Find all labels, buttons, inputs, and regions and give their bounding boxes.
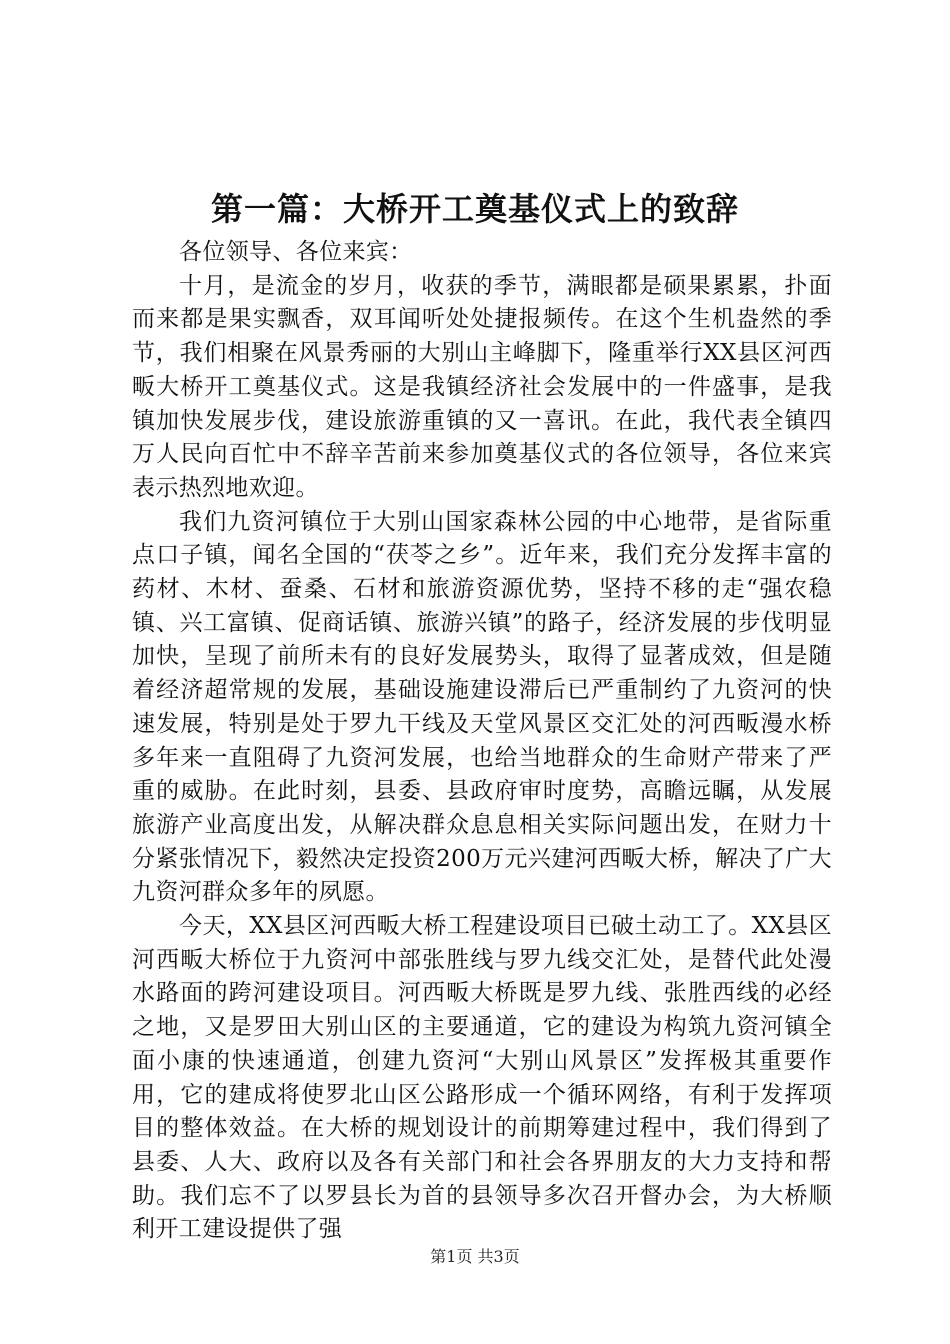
- document-title: 第一篇：大桥开工奠基仪式上的致辞: [210, 190, 739, 228]
- document-body: [132, 236, 832, 1247]
- paragraph: 十月，是流金的岁月，收获的季节，满眼都是硕果累累，扑面而来都是果实飘香，双耳闻听处处捷报频传。在这个生机盎然的季节，我们相聚在风景秀丽的大别山主峰脚下，隆重举行XX县区河西畈大桥开工奠基仪式。这是我镇经济社会发展中的一件盛事，是我镇加快发展步伐，建设旅游重镇的又一喜讯。在此，我代表全镇四万人民向百忙中不辞辛苦前来参加奠基仪式的各位领导，各位来宾表示热烈地欢迎。: [132, 272, 832, 501]
- paragraph: 今天，XX县区河西畈大桥工程建设项目已破土动工了。XX县区河西畈大桥位于九资河中部张胜线与罗九线交汇处，是替代此处漫水路面的跨河建设项目。河西畈大桥既是罗九线、张胜西线的必经之地，又是罗田大别山区的主要通道，它的建设为构筑九资河镇全面小康的快速通道，创建九资河“大别山风景区”发挥极其重要作用，它的建成将使罗北山区公路形成一个循环网络，有利于发挥项目的整体效益。在大桥的规划设计的前期筹建过程中，我们得到了县委、人大、政府以及各有关部门和社会各界朋友的大力支持和帮助。我们忘不了以罗县长为首的县领导多次召开督办会，为大桥顺利开工建设提供了强: [132, 913, 832, 1243]
- salutation: 各位领导、各位来宾：: [179, 239, 413, 265]
- page-footer: 第1页 共3页: [430, 1247, 520, 1266]
- paragraph: 我们九资河镇位于大别山国家森林公园的中心地带，是省际重点口子镇，闻名全国的“茯苓之乡”。近年来，我们充分发挥丰富的药材、木材、蚕桑、石材和旅游资源优势，坚持不移的走“强农稳镇、兴工富镇、促商话镇、旅游兴镇”的路子，经济发展的步伐明显加快，呈现了前所未有的良好发展势头，取得了显著成效，但是随着经济超常规的发展，基础设施建设滞后已严重制约了九资河的快速发展，特别是处于罗九干线及天堂风景区交汇处的河西畈漫水桥多年来一直阻碍了九资河发展，也给当地群众的生命财产带来了严重的威胁。在此时刻，县委、县政府审时度势，高瞻远瞩，从发展旅游产业高度出发，从解决群众息息相关实际问题出发，在财力十分紧张情况下，毅然决定投资200万元兴建河西畈大桥，解决了广大九资河群众多年的夙愿。: [132, 508, 832, 906]
